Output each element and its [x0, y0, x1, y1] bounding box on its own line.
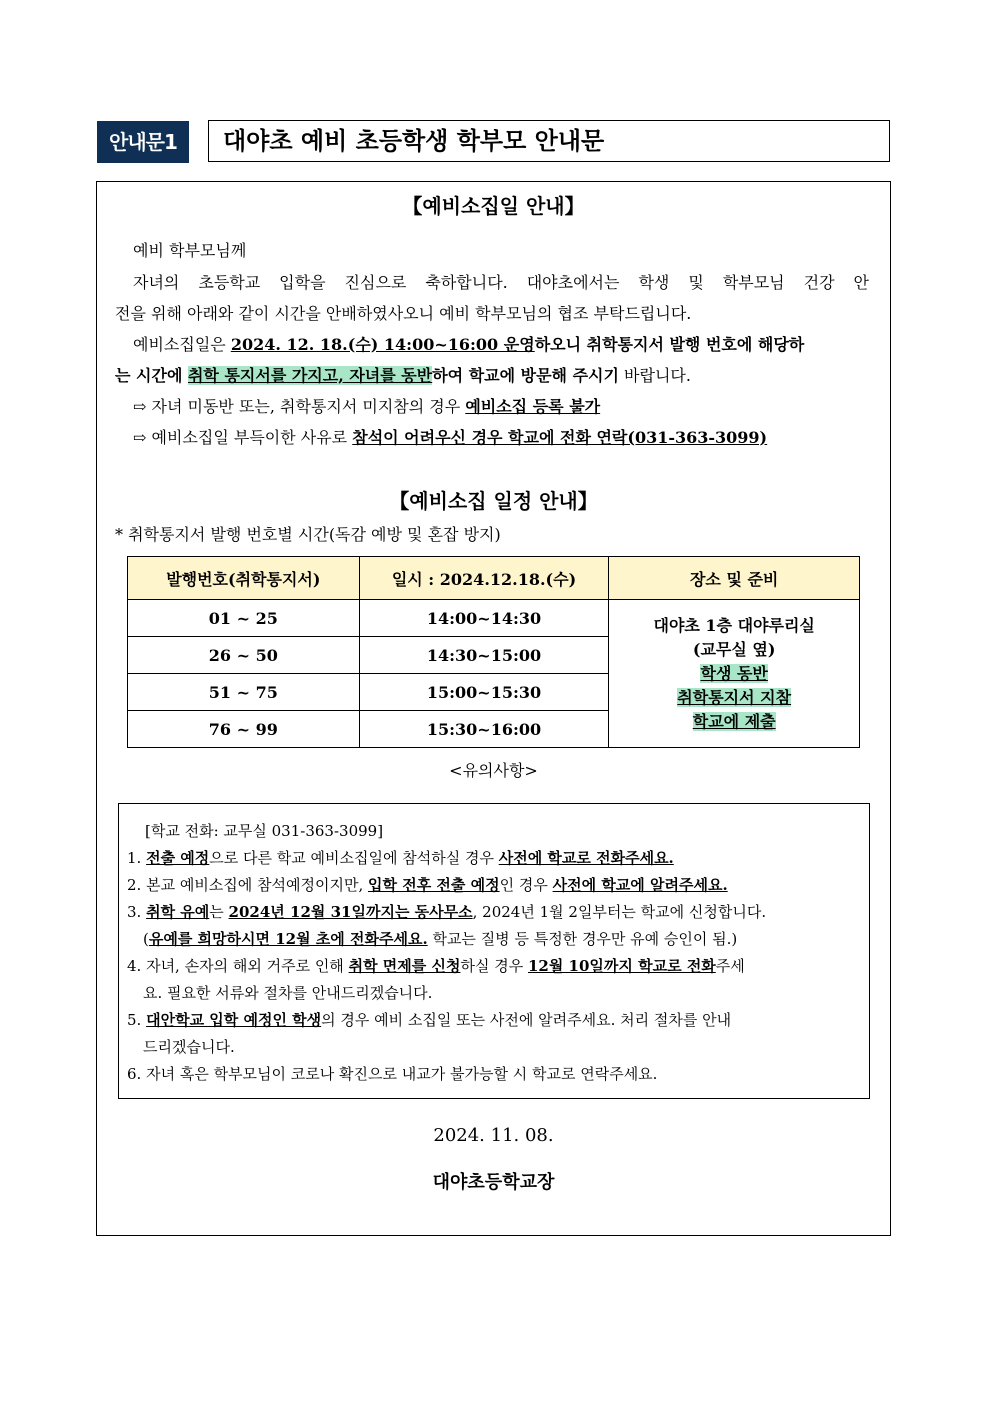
text-span: 주세: [715, 957, 745, 975]
intro-line-1: 자녀의 초등학교 입학을 진심으로 축하합니다. 대야초에서는 학생 및 학부모님 건강 안: [133, 273, 869, 292]
column-header-number: 발행번호(취학통지서): [128, 557, 360, 600]
schedule-table: [127, 556, 860, 748]
place-name: 대야초 1층 대야루리실: [653, 615, 815, 635]
text-span: 바랍니다.: [618, 366, 691, 385]
time-slot-cell: 15:00~15:30: [359, 674, 609, 711]
prep-bring-notice: 취학통지서 지참: [677, 687, 792, 707]
text-span: 입학 전후 전출 예정: [368, 876, 500, 894]
number-range-cell: 51 ~ 75: [128, 674, 360, 711]
text-span: 하오니 취학통지서 발행 번호에 해당하: [534, 335, 805, 354]
document-title: 대야초 예비 초등학생 학부모 안내문: [208, 120, 890, 162]
text-span: , 2024년 1월 2일부터는 학교에 신청합니다.: [472, 903, 767, 921]
text-span: 하여 학교에 방문해 주시기: [432, 366, 619, 385]
text-span: 의 경우 예비 소집일 또는 사전에 알려주세요. 처리 절차를 안내: [321, 1011, 732, 1029]
arrow-note-1: [133, 394, 600, 417]
text-span: 학교는 질병 등 특정한 경우만 유예 승인이 됨.): [427, 930, 738, 948]
note-item-1: [127, 847, 674, 868]
schedule-paragraph-line-1: [133, 332, 804, 355]
note-item-5: [127, 1009, 731, 1030]
note-item-3: [127, 901, 766, 922]
time-slot-cell: 14:00~14:30: [359, 600, 609, 637]
table-header-row: [128, 557, 860, 600]
text-span: 대안학교 입학 예정인 학생: [146, 1011, 322, 1029]
text-span: 예비소집일은: [133, 335, 231, 354]
text-span: 취학 유예: [146, 903, 210, 921]
number-range-cell: 76 ~ 99: [128, 711, 360, 748]
text-span: 12월 10일까지 학교로 전화: [527, 957, 716, 975]
text-span: 4. 자녀, 손자의 해외 거주로 인해: [127, 957, 349, 975]
text-span: 하실 경우: [460, 957, 528, 975]
text-span: 2024년 12월 31일까지는 동사무소: [228, 903, 473, 921]
text-span: 는: [209, 903, 229, 921]
schedule-subnote: * 취학통지서 발행 번호별 시간(독감 예방 및 혼잡 방지): [115, 525, 501, 544]
school-phone-line: [학교 전화: 교무실 031-363-3099]: [145, 822, 384, 840]
text-span: 3.: [127, 903, 147, 921]
issue-date: 2024. 11. 08.: [433, 1125, 554, 1146]
event-datetime: 2024. 12. 18.(수) 14:00~16:00 운영: [230, 335, 535, 354]
text-span: 1.: [127, 849, 147, 867]
note-item-6: 6. 자녀 혹은 학부모님이 코로나 확진으로 내교가 불가능할 시 학교로 연락주세요.: [127, 1065, 658, 1083]
text-span: 5.: [127, 1011, 147, 1029]
time-slot-cell: 14:30~15:00: [359, 637, 609, 674]
note-item-4: [127, 955, 745, 976]
table-row: [128, 600, 860, 637]
text-span: 2. 본교 예비소집에 참석예정이지만,: [127, 876, 369, 894]
text-span: 사전에 학교에 알려주세요.: [552, 876, 728, 894]
prep-student-accompany: 학생 동반: [700, 663, 768, 683]
prep-submit-school: 학교에 제출: [692, 711, 776, 731]
section-heading-preliminary: 【예비소집일 안내】: [402, 194, 585, 218]
arrow-note-2: [133, 425, 767, 448]
time-slot-cell: 15:30~16:00: [359, 711, 609, 748]
text-span: 유예를 희망하시면 12월 초에 전화주세요.: [148, 930, 428, 948]
column-header-place: 장소 및 준비: [609, 557, 860, 600]
place-location: (교무실 옆): [692, 639, 776, 659]
section-heading-schedule: 【예비소집 일정 안내】: [389, 489, 598, 513]
text-span: 으로 다른 학교 예비소집일에 참석하실 경우: [209, 849, 499, 867]
text-span: 전출 예정: [146, 849, 210, 867]
text-span: (: [143, 930, 149, 948]
place-preparation-cell: [609, 600, 860, 748]
notes-heading: <유의사항>: [449, 761, 538, 780]
number-range-cell: 01 ~ 25: [128, 600, 360, 637]
registration-unavailable: 예비소집 등록 불가: [465, 397, 601, 416]
bring-notice-highlight: 취학 통지서를 가지고, 자녀를 동반: [187, 366, 433, 385]
principal-signature: 대야초등학교장: [432, 1172, 555, 1193]
text-span: ⇨ 예비소집일 부득이한 사유로: [133, 428, 353, 447]
text-span: 는 시간에: [115, 366, 188, 385]
schedule-paragraph-line-2: [115, 363, 691, 386]
text-span: 인 경우: [499, 876, 553, 894]
note-item-4-cont: 요. 필요한 서류와 절차를 안내드리겠습니다.: [143, 984, 433, 1002]
note-item-3-cont: [143, 928, 737, 949]
text-span: 사전에 학교로 전화주세요.: [498, 849, 674, 867]
note-item-5-cont: 드리겠습니다.: [143, 1038, 235, 1056]
greeting: 예비 학부모님께: [133, 241, 247, 260]
text-span: 취학 면제를 신청: [348, 957, 461, 975]
number-range-cell: 26 ~ 50: [128, 637, 360, 674]
column-header-datetime: 일시 : 2024.12.18.(수): [359, 557, 609, 600]
notes-box: [118, 803, 870, 1099]
notice-number-tag: 안내문1: [97, 121, 189, 163]
text-span: ⇨ 자녀 미동반 또는, 취학통지서 미지참의 경우: [133, 397, 466, 416]
note-item-2: [127, 874, 728, 895]
phone-contact-note: 참석이 어려우신 경우 학교에 전화 연락(031-363-3099): [352, 428, 768, 447]
intro-line-2: 전을 위해 아래와 같이 시간을 안배하였사오니 예비 학부모님의 협조 부탁드립니다.: [115, 304, 692, 323]
